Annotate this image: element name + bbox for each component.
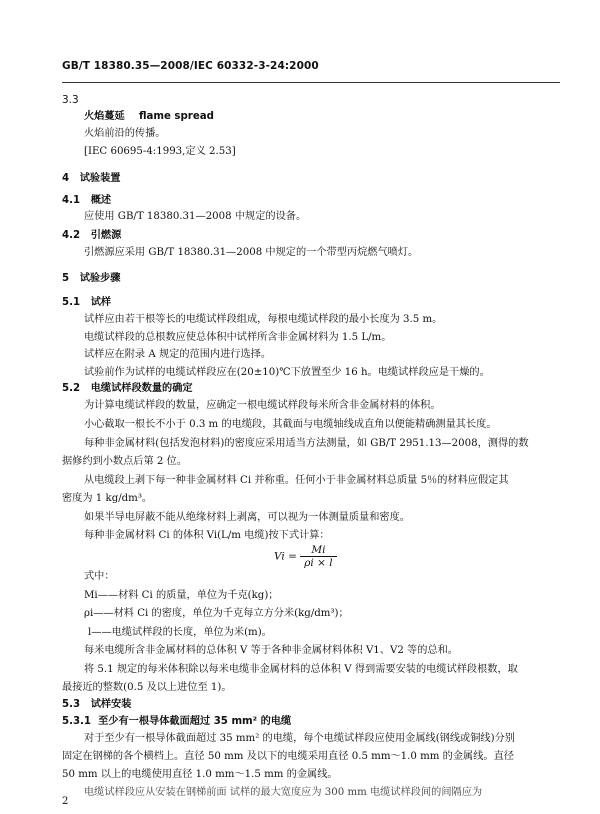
section-5-1-number: 5.1: [62, 297, 81, 308]
paragraph-line: 如果半导电屏蔽不能从绝缘材料上剥离，可以视为一体测量质量和密度。: [84, 512, 410, 523]
section-5-2-number: 5.2: [62, 383, 81, 394]
where-label: 式中：: [84, 571, 115, 582]
section-4-number: 4: [62, 173, 70, 184]
section-5-2-title: 电缆试样段数量的确定: [90, 383, 193, 394]
volume-formula: [274, 544, 337, 569]
paragraph-line: 最接近的整数(0.5 及以上进位至 1)。: [62, 682, 232, 693]
section-4-1-heading: [62, 194, 111, 208]
section-5-3-number: 5.3: [62, 699, 81, 710]
symbol-definition: ρi——材料 Ci 的密度，单位为千克每立方分米(kg/dm³)；: [84, 608, 349, 619]
term-definition: 火焰前沿的传播。: [84, 128, 166, 139]
formula-lhs: Vi =: [274, 550, 297, 563]
paragraph-line-cut: 电缆试样段应从安装在钢梯前面 试样的最大宽度应为 300 mm 电缆试样段间的间隔应为: [84, 787, 483, 798]
section-4-2-title: 引燃源: [90, 230, 122, 241]
paragraph-line: 固定在钢梯的各个横档上。直径 50 mm 及以下的电缆采用直径 0.5 mm～1.0 mm 的金属线。直径: [62, 751, 514, 762]
paragraph-line: 将 5.1 规定的每米体积除以每米电缆非金属材料的总体积 V 得到需要安装的电缆试样段根数，取: [84, 664, 518, 675]
section-5-heading: [62, 272, 120, 286]
paragraph-line: 为计算电缆试样段的数量，应确定一根电缆试样段每米所含非金属材料的体积。: [84, 400, 441, 411]
header-rule: [62, 82, 560, 83]
paragraph-line: 小心截取一根长不小于 0.3 m 的电缆段，其截面与电缆轴线成直角以便能精确测量其长度。: [84, 419, 497, 430]
paragraph-line: 每种非金属材料 Ci 的体积 Vi(L/m 电缆)按下式计算：: [84, 530, 330, 541]
section-4-2-number: 4.2: [62, 230, 81, 241]
section-5-number: 5: [62, 273, 70, 284]
term-zh: 火焰蔓延: [84, 111, 125, 122]
section-4-1-number: 4.1: [62, 195, 81, 206]
section-5-title: 试验步骤: [79, 273, 121, 284]
term-reference: [IEC 60695-4:1993,定义 2.53]: [84, 146, 236, 157]
paragraph-line: 每米电缆所含非金属材料的总体积 V 等于各种非金属材料体积 V1、V2 等的总和。: [84, 645, 458, 656]
paragraph-line: 从电缆段上剥下每一种非金属材料 Ci 并称重。任何小于非金属材料总质量 5％的材料应假定其: [84, 475, 509, 486]
term-en: flame spread: [138, 111, 214, 122]
section-5-3-1-title: 至少有一根导体截面超过 35 mm² 的电缆: [98, 716, 292, 727]
term-heading: [84, 110, 214, 124]
section-5-3-1-heading: [62, 715, 291, 729]
paragraph-line: 50 mm 以上的电缆使用直径 1.0 mm～1.5 mm 的金属线。: [62, 769, 338, 780]
formula-denominator: ρi × l: [304, 557, 333, 569]
section-3-3-number: 3.3: [62, 94, 79, 106]
paragraph-line: 对于至少有一根导体截面超过 35 mm² 的电缆，每个电缆试样段应使用金属线(钢线或铜线)分别: [84, 733, 515, 744]
symbol-definition: Mi——材料 Ci 的质量，单位为千克(kg)；: [84, 590, 279, 601]
paragraph-line: 电缆试样段的总根数应使总体积中试样所含非金属材料为 1.5 L/m。: [84, 332, 392, 343]
formula-fraction: [300, 544, 336, 569]
section-5-2-heading: [62, 382, 193, 396]
section-5-3-1-number: 5.3.1: [62, 716, 92, 727]
paragraph-line: 据修约到小数点后第 2 位。: [62, 456, 188, 467]
symbol-definition: l——电缆试样段的长度，单位为米(m)。: [88, 627, 272, 638]
section-4-title: 试验装置: [79, 173, 121, 184]
section-5-3-heading: [62, 698, 131, 712]
section-5-1-title: 试样: [90, 297, 112, 308]
section-5-3-title: 试样安装: [90, 699, 132, 710]
paragraph-line: 每种非金属材料(包括发泡材料)的密度应采用适当方法测量，如 GB/T 2951.13—2008，测得的数: [84, 438, 529, 449]
page-number: 2: [62, 796, 69, 807]
section-4-heading: [62, 172, 120, 186]
section-4-1-text: 应使用 GB/T 18380.31—2008 中规定的设备。: [84, 211, 307, 222]
section-4-2-text: 引燃源应采用 GB/T 18380.31—2008 中规定的一个带型丙烷燃气喷灯。: [84, 247, 419, 258]
section-4-1-title: 概述: [90, 195, 112, 206]
section-4-2-heading: [62, 229, 121, 243]
paragraph-line: 试样应在附录 A 规定的范围内进行选择。: [84, 349, 272, 360]
section-5-1-heading: [62, 296, 111, 310]
paragraph-line: 试样应由若干根等长的电缆试样段组成，每根电缆试样段的最小长度为 3.5 m。: [84, 314, 443, 325]
standard-header: GB/T 18380.35—2008/IEC 60332-3-24:2000: [62, 60, 319, 72]
paragraph-line: 试验前作为试样的电缆试样段应在(20±10)℃下放置至少 16 h。电缆试样段应是干燥的。: [84, 367, 490, 378]
formula-numerator: Mi: [300, 544, 336, 557]
paragraph-line: 密度为 1 kg/dm³。: [62, 493, 153, 504]
